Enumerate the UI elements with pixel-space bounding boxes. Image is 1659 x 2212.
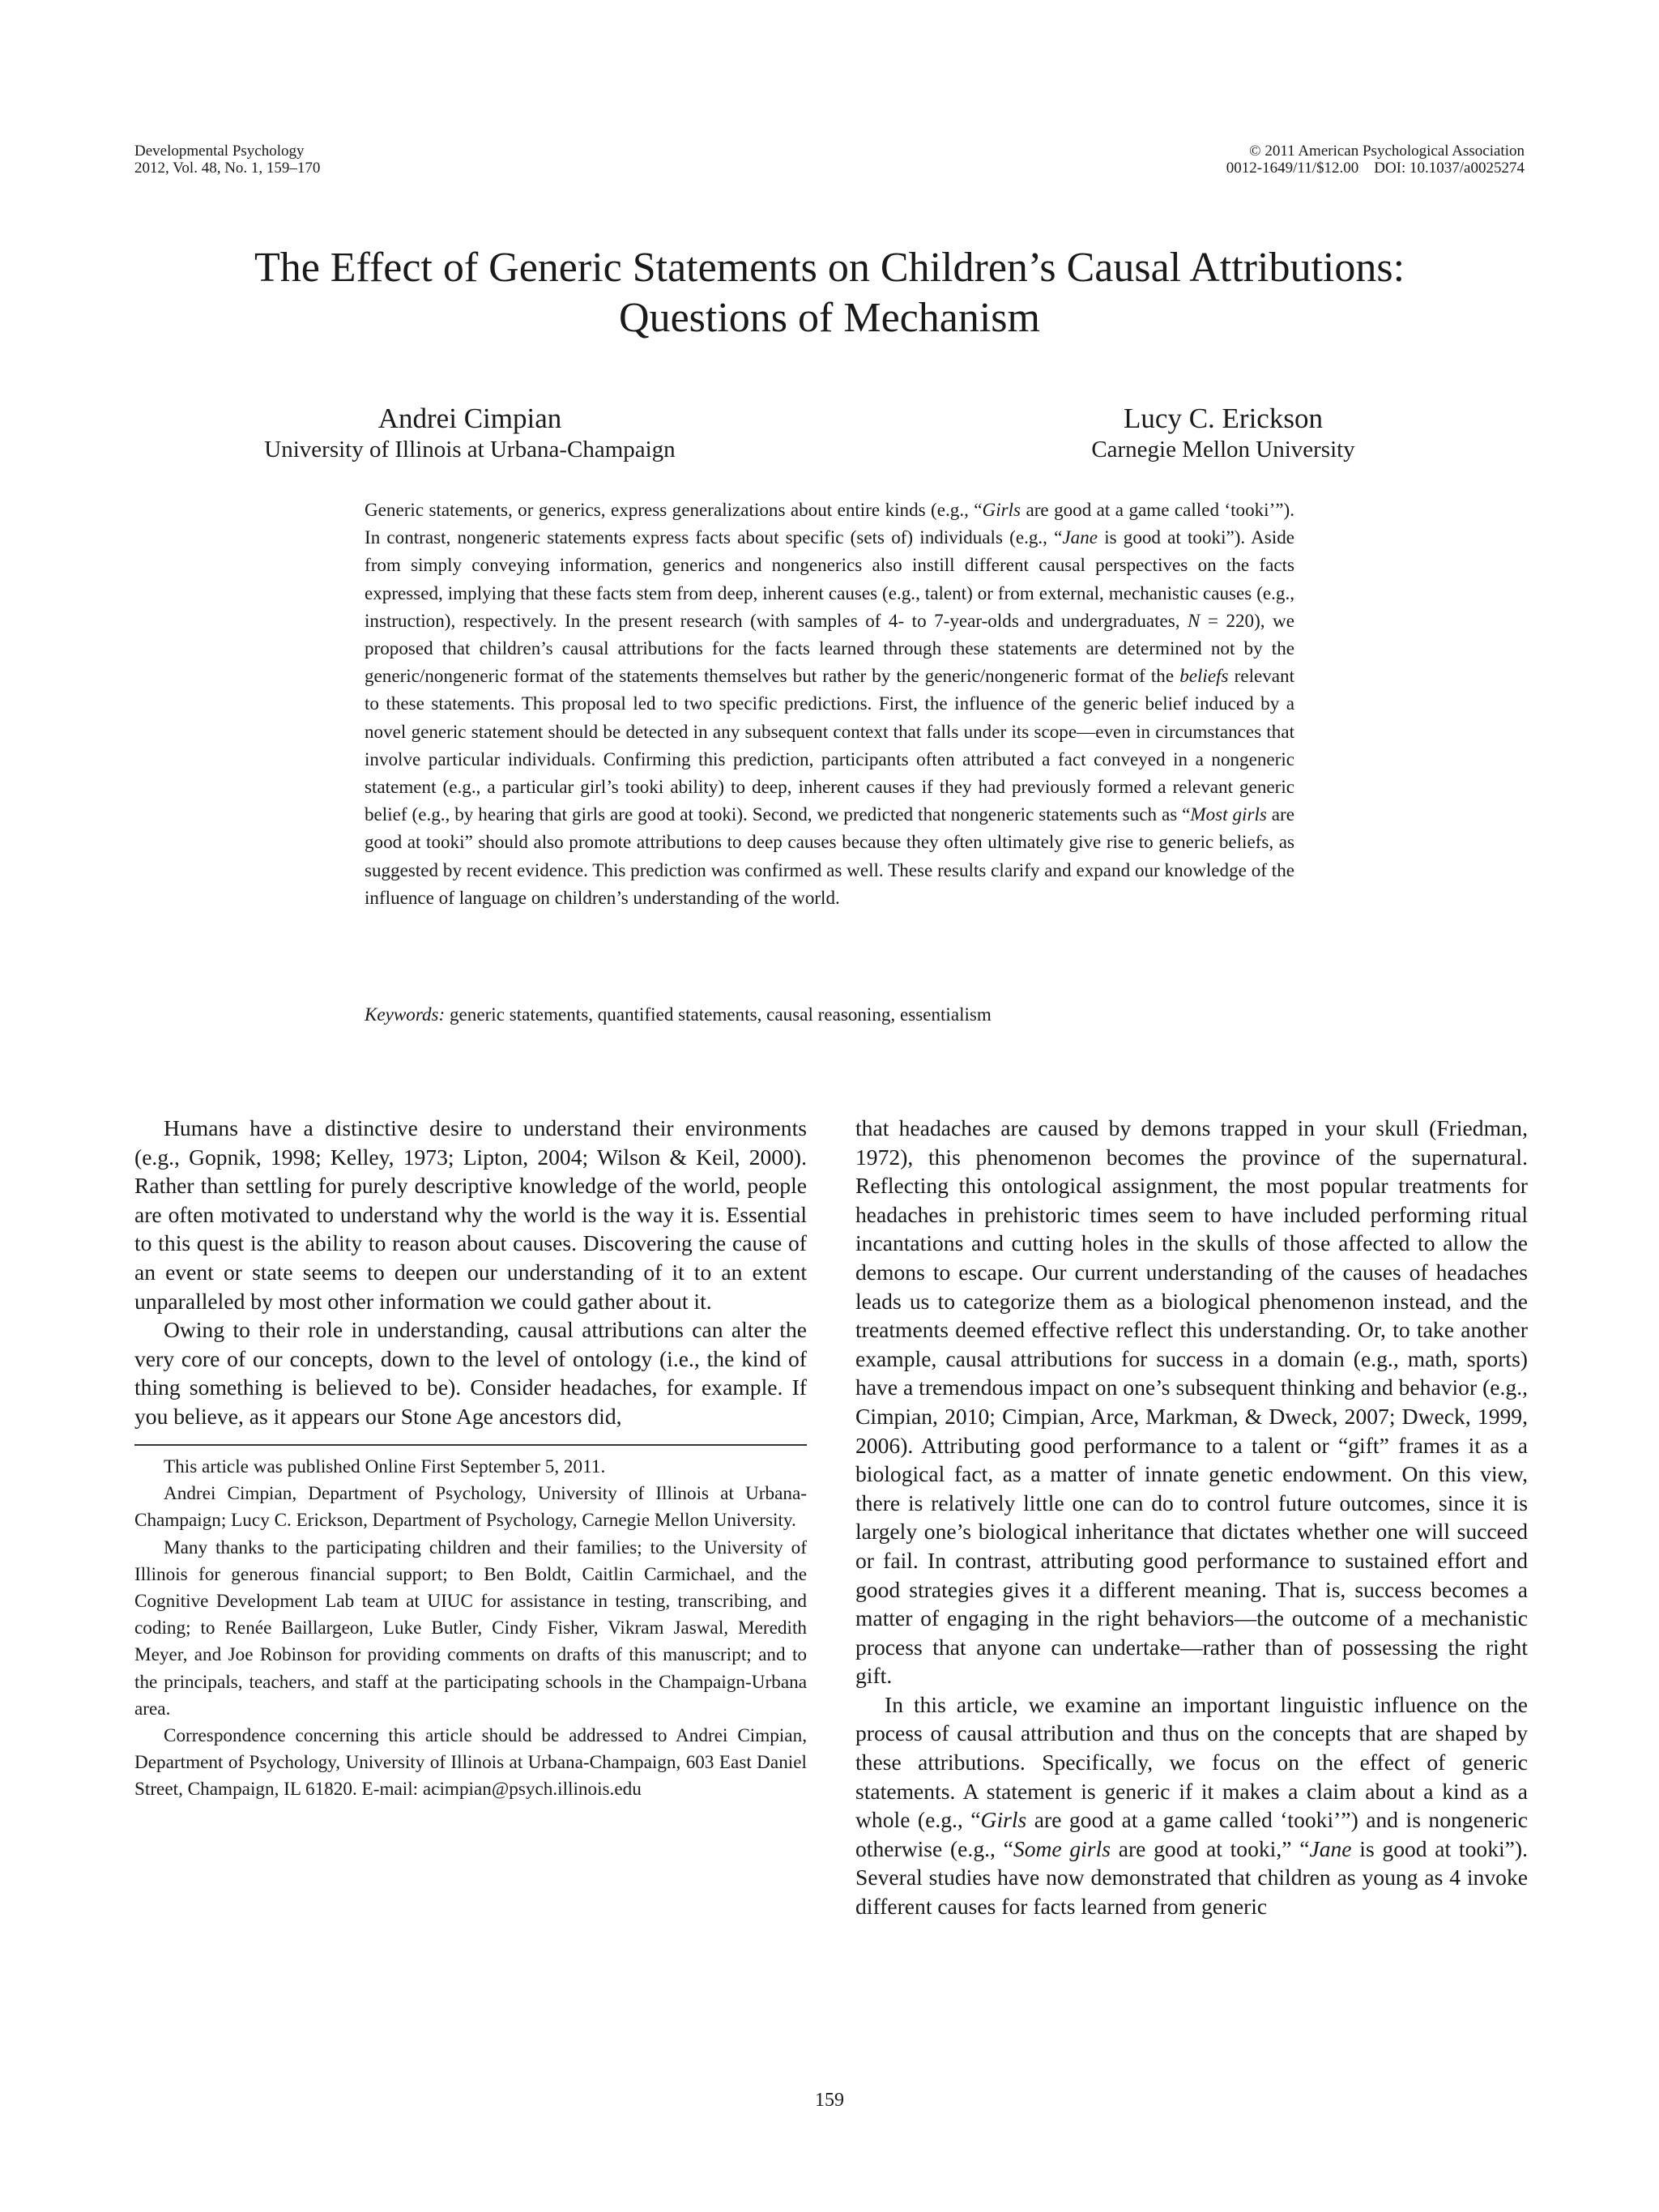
journal-citation: 2012, Vol. 48, No. 1, 159–170 (134, 160, 321, 177)
body-column-left (134, 1114, 807, 1431)
footnote: Andrei Cimpian, Department of Psychology, University of Illinois at Urbana-Champaign; Lucy C. Erickson, Department of Psychology, Carnegie Mellon University. (134, 1483, 807, 1532)
title-line-1: The Effect of Generic Statements on Children’s Causal Attributions: (254, 245, 1405, 291)
keywords-text: generic statements, quantified statements, causal reasoning, essentialism (445, 1004, 992, 1025)
author-block (243, 403, 697, 464)
author-name: Andrei Cimpian (377, 403, 562, 434)
author-block (1037, 403, 1410, 464)
author-affiliation: Carnegie Mellon University (1091, 437, 1355, 462)
journal-header (134, 143, 320, 177)
body-paragraph: that headaches are caused by demons trapped in your skull (Friedman, 1972), this phenomenon becomes the province of the supernatural. Reflecting this ontological assignment, the most popular treatments for headaches in prehistoric times seem to have included performing ritual incantations and cutting holes in the skulls of those affected to allow the demons to escape. Our current understanding of the causes of headaches leads us to categorize them as a biological phenomenon instead, and the treatments deemed effective reflect this understanding. Or, to take another example, causal attributions for success in a domain (e.g., math, sports) have a tremendous impact on one’s subsequent thinking and behavior (e.g., Cimpian, 2010; Cimpian, Arce, Markman, & Dweck, 2007; Dweck, 1999, 2006). Attributing good performance to a talent or “gift” frames it as a biological fact, as a matter of innate genetic endowment. On this view, there is relatively little one can do to control future outcomes, since it is largely one’s biological inheritance that dictates whether one will succeed or fail. In contrast, attributing good performance to sustained effort and good strategies gives it a different meaning. That is, success becomes a matter of engaging in the right behaviors—the outcome of a mechanistic process that anyone can undertake—rather than of possessing the right gift. (855, 1115, 1528, 1689)
title-line-2: Questions of Mechanism (619, 295, 1040, 341)
footnote: Correspondence concerning this article should be addressed to Andrei Cimpian, Department of Psychology, University of Illinois at Urbana-Champaign, 603 East Daniel Street, Champaign, IL 61820. E-mail: acimpian@psych.illinois.edu (134, 1725, 807, 1801)
body-column-right (855, 1114, 1528, 1921)
author-affiliation: University of Illinois at Urbana-Champaign (264, 437, 676, 462)
copyright-notice: © 2011 American Psychological Association (1249, 143, 1525, 160)
journal-name: Developmental Psychology (134, 143, 305, 160)
author-name: Lucy C. Erickson (1124, 403, 1323, 434)
article-title (122, 243, 1537, 343)
keywords-label: Keywords: (365, 1004, 446, 1025)
footnote-divider (134, 1444, 807, 1446)
footnote: This article was published Online First September 5, 2011. (164, 1456, 606, 1477)
keywords (365, 1001, 1294, 1027)
footnotes (134, 1454, 807, 1804)
footnote: Many thanks to the participating children and their families; to the University of Illinois for generous financial support; to Ben Boldt, Caitlin Carmichael, and the Cognitive Development Lab team at UIUC for assistance in testing, transcribing, and coding; to Renée Baillargeon, Luke Butler, Cindy Fisher, Vikram Jaswal, Meredith Meyer, and Joe Robinson for providing comments on drafts of this manuscript; and to the principals, teachers, and staff at the participating schools in the Champaign-Urbana area. (134, 1536, 807, 1720)
body-paragraph: In this article, we examine an important linguistic influence on the process of causal attribution and thus on the concepts that are shaped by these attributions. Specifically, we focus on the effect of generic statements. A statement is generic if it makes a claim about a kind as a whole (e.g., “Girls are good at a game called ‘tooki’”) and is nongeneric otherwise (e.g., “Some girls are good at tooki,” “Jane is good at tooki”). Several studies have now demonstrated that children as young as 4 invoke different causes for facts learned from generic (855, 1691, 1528, 1920)
publisher-header (1226, 143, 1525, 177)
body-paragraph: Humans have a distinctive desire to understand their environments (e.g., Gopnik, 1998; Kelley, 1973; Lipton, 2004; Wilson & Keil, 2000). Rather than settling for purely descriptive knowledge of the world, people are often motivated to understand why the world is the way it is. Essential to this quest is the ability to reason about causes. Discovering the cause of an event or state seems to deepen our understanding of it to an extent unparalleled by most other information we could gather about it. (134, 1115, 807, 1314)
body-paragraph: Owing to their role in understanding, causal attributions can alter the very core of our concepts, down to the level of ontology (i.e., the kind of thing something is believed to be). Consider headaches, for example. If you believe, as it appears our Stone Age ancestors did, (134, 1317, 807, 1429)
doi-line: 0012-1649/11/$12.00 DOI: 10.1037/a0025274 (1226, 160, 1525, 177)
page-number: 159 (815, 2090, 844, 2111)
abstract: Generic statements, or generics, express generalizations about entire kinds (e.g., “Girls are good at a game called ‘tooki’”). In contrast, nongeneric statements express facts about specific (sets of) individuals (e.g., “Jane is good at tooki”). Aside from simply conveying information, generics and nongenerics also instill different causal perspectives on the facts expressed, implying that these facts stem from deep, inherent causes (e.g., talent) or from external, mechanistic causes (e.g., instruction), respectively. In the present research (with samples of 4- to 7-year-olds and undergraduates, N = 220), we proposed that children’s causal attributions for the facts learned through these statements are determined not by the generic/nongeneric format of the statements themselves but rather by the generic/nongeneric format of the beliefs relevant to these statements. This proposal led to two specific predictions. First, the influence of the generic belief induced by a novel generic statement should be detected in any subsequent context that falls under its scope—even in circumstances that involve particular individuals. Confirming this prediction, participants often attributed a fact conveyed in a nongeneric statement (e.g., a particular girl’s tooki ability) to deep, inherent causes if they had previously formed a relevant generic belief (e.g., by hearing that girls are good at tooki). Second, we predicted that nongeneric statements such as “Most girls are good at tooki” should also promote attributions to deep causes because they often ultimately give rise to generic beliefs, as suggested by recent evidence. This prediction was confirmed as well. These results clarify and expand our knowledge of the influence of language on children’s understanding of the world. (365, 499, 1294, 908)
